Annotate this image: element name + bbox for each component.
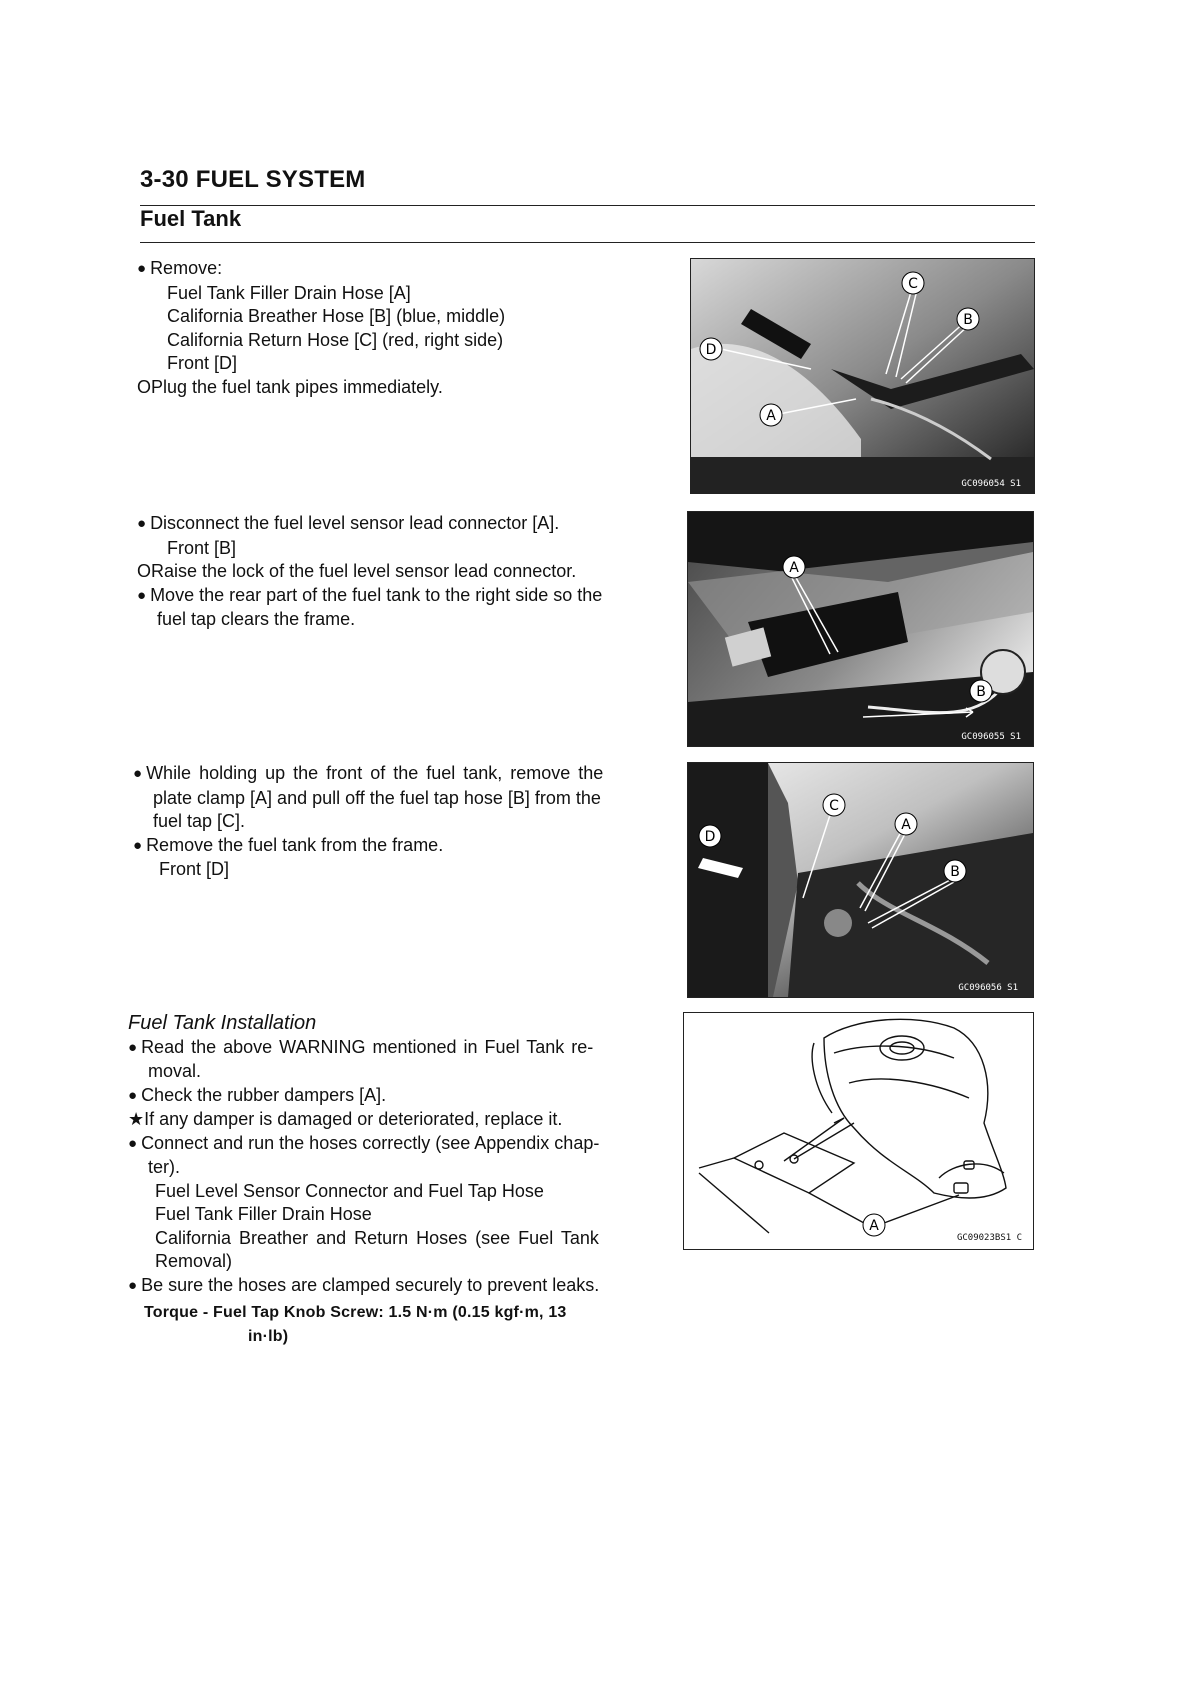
figure-fuel-tank-hoses: [690, 258, 1035, 494]
hold-instructions: [133, 762, 603, 882]
bullet: ●: [137, 515, 147, 532]
callout-c: C: [829, 798, 839, 814]
callout-b: B: [976, 684, 986, 700]
figure-code: GC096055 S1: [961, 732, 1021, 742]
header-rule: [140, 205, 1035, 206]
connect-text: Connect and run the hoses correctly (see Appendix chap-: [141, 1132, 600, 1153]
move-text-cont: fuel tap clears the frame.: [157, 609, 356, 629]
subtitle-rule: [140, 242, 1035, 243]
check-text: Check the rubber dampers [A].: [141, 1084, 387, 1105]
connect-step: [128, 1132, 599, 1157]
section-title: Fuel Tank: [140, 206, 242, 231]
move-text: Move the rear part of the fuel tank to the right side so the: [150, 584, 603, 605]
figure-sensor-connector: [687, 511, 1034, 747]
installation-heading: Fuel Tank Installation: [128, 1012, 317, 1034]
list-item: Fuel Tank Filler Drain Hose [A]: [167, 282, 411, 303]
disconnect-instructions: [137, 512, 602, 632]
figure-rubber-dampers: [683, 1012, 1034, 1250]
remove-step: [137, 257, 505, 282]
torque-spec: Torque - Fuel Tap Knob Screw: 1.5 N·m (0.15 kgf·m, 13: [144, 1304, 567, 1321]
bullet: ●: [128, 1038, 138, 1056]
figure-code: GC096054 S1: [961, 479, 1021, 489]
move-step: [137, 584, 602, 609]
list-item: Front [D]: [167, 353, 238, 373]
photo-fuel-tap: [688, 763, 1033, 997]
remove-instructions: [137, 257, 505, 399]
holding-step: [133, 762, 603, 787]
bullet: ●: [128, 1134, 138, 1152]
page-title: 3-30 FUEL SYSTEM: [140, 166, 366, 193]
callout-d: D: [704, 829, 716, 845]
read-text: Read the above WARNING mentioned in Fuel Tank re-: [141, 1036, 594, 1057]
disconnect-text: Disconnect the fuel level sensor lead connector [A].: [150, 513, 560, 533]
photo-connector: [688, 512, 1033, 746]
hose-item-cont: Removal): [155, 1251, 233, 1271]
be-sure-text: Be sure the hoses are clamped securely to prevent leaks.: [141, 1274, 600, 1295]
photo-hoses: [691, 259, 1034, 493]
callout-d: D: [705, 342, 717, 358]
remove-tank-text: Remove the fuel tank from the frame.: [146, 834, 444, 855]
callout-a: A: [766, 408, 776, 424]
torque-spec-cont: in·lb): [248, 1327, 289, 1345]
drawing-tank-dampers: [684, 1013, 1033, 1249]
callout-a: A: [901, 817, 911, 833]
list-item: California Return Hose [C] (red, right side): [167, 329, 504, 350]
bullet: ●: [133, 765, 143, 782]
figure-fuel-tap: [687, 762, 1034, 998]
callout-c: C: [908, 276, 918, 292]
holding-text-cont: fuel tap [C].: [153, 811, 246, 831]
holding-text: While holding up the front of the fuel tank, remove the: [146, 763, 604, 783]
bullet: ●: [128, 1276, 138, 1294]
bullet: ●: [137, 260, 147, 277]
disconnect-step: [137, 512, 602, 537]
check-step: [128, 1084, 599, 1109]
callout-a: A: [869, 1218, 879, 1234]
connect-text-cont: ter).: [148, 1157, 181, 1177]
bullet: ●: [128, 1086, 138, 1104]
bullet: ●: [133, 836, 143, 854]
callout-b: B: [950, 864, 960, 880]
front-label: Front [D]: [159, 859, 230, 879]
read-step: [128, 1036, 599, 1061]
front-label: Front [B]: [167, 537, 237, 558]
callout-b: B: [963, 312, 973, 328]
remove-tank-step: [133, 834, 603, 859]
read-text-cont: moval.: [148, 1061, 202, 1081]
callout-a: A: [789, 560, 799, 576]
if-damaged-note: ★If any damper is damaged or deteriorated, replace it.: [128, 1109, 563, 1129]
hose-item: California Breather and Return Hoses (see Fuel Tank: [155, 1227, 599, 1248]
remove-label: Remove:: [150, 258, 223, 278]
list-item: California Breather Hose [B] (blue, middle): [167, 306, 506, 326]
plug-note: OPlug the fuel tank pipes immediately.: [137, 376, 443, 397]
bullet: ●: [137, 586, 147, 604]
be-sure-step: [128, 1274, 599, 1299]
raise-note: ORaise the lock of the fuel level sensor lead connector.: [137, 561, 577, 581]
figure-code: GC096056 S1: [958, 983, 1018, 993]
hose-item: Fuel Level Sensor Connector and Fuel Tap Hose: [155, 1180, 544, 1201]
hose-item: Fuel Tank Filler Drain Hose: [155, 1204, 372, 1224]
holding-text-cont: plate clamp [A] and pull off the fuel tap hose [B] from the: [153, 787, 601, 808]
installation-instructions: [128, 1012, 599, 1348]
figure-code: GC09023BS1 C: [956, 1233, 1022, 1243]
